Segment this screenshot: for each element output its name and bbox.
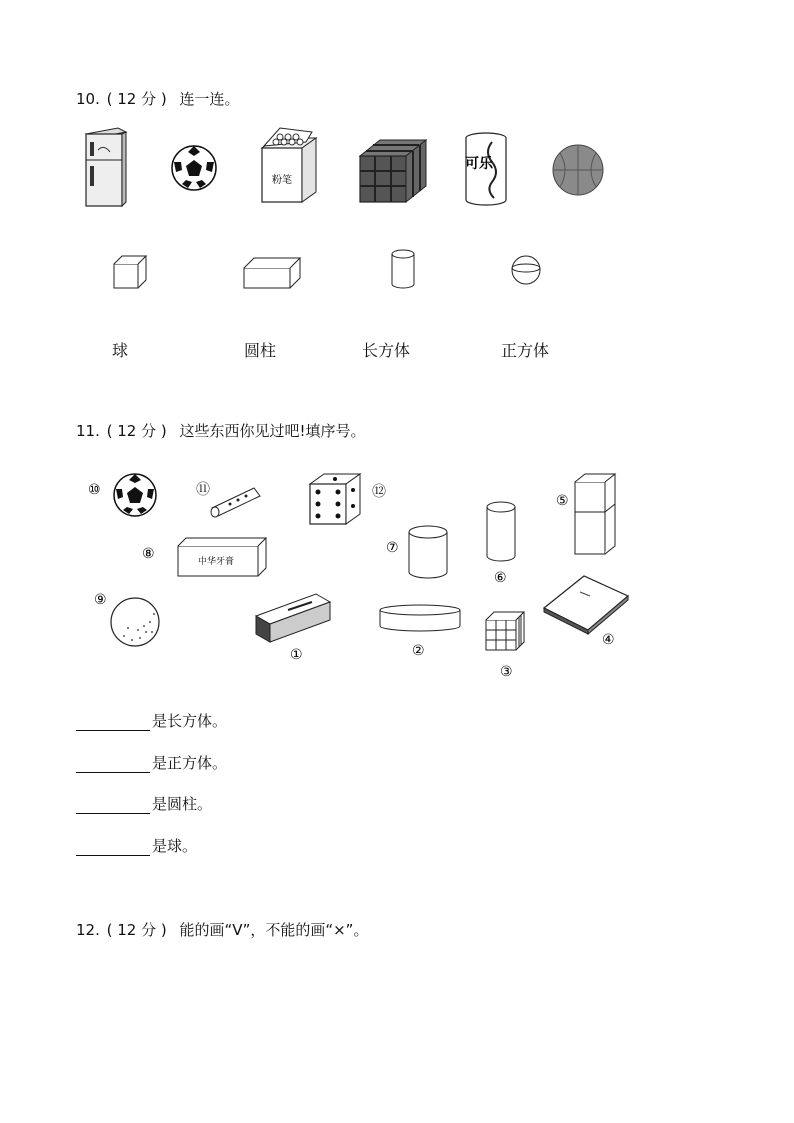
answer-blank-cube[interactable]: [76, 758, 150, 773]
item-number-1: ①: [290, 647, 303, 663]
item-number-6: ⑥: [494, 570, 507, 586]
q11-objects-figure: [80, 462, 650, 684]
answer-text: 是正方体。: [152, 754, 228, 772]
answer-text: 是圆柱。: [152, 795, 213, 813]
question-number: 10.: [76, 90, 100, 108]
answer-line-cube: [76, 752, 227, 773]
soccer-ball-image: [114, 474, 156, 516]
question-12-title: [76, 919, 368, 940]
answer-line-cylinder: [76, 793, 212, 814]
cube-shape-image: [114, 256, 146, 288]
shape-label-cuboid: 长方体: [362, 341, 411, 360]
soccer-ball-image: [172, 146, 216, 190]
shape-label-cylinder: 圆柱: [244, 341, 277, 360]
answer-blank-sphere[interactable]: [76, 841, 150, 856]
question-11-title: [76, 420, 366, 441]
shape-label-cube: 正方体: [501, 341, 550, 360]
question-text: 连一连。: [179, 90, 240, 108]
item-number-9: ⑨: [94, 592, 107, 608]
item-number-4: ④: [602, 632, 615, 648]
item-number-2: ②: [412, 643, 425, 659]
question-score: ( 12 分 ): [106, 422, 167, 440]
small-rubiks-cube-image: [486, 612, 524, 650]
item-number-7: ⑦: [386, 540, 399, 556]
rubiks-cube-image: [360, 140, 426, 202]
question-10-title: [76, 88, 240, 109]
q10-objects-row: [80, 120, 640, 215]
item-number-11: ⑪: [196, 482, 210, 498]
book-image: [544, 576, 628, 634]
answer-line-sphere: [76, 835, 197, 856]
answer-blank-cylinder[interactable]: [76, 799, 150, 814]
q10-shapes-row: [108, 244, 548, 294]
cylinder-shape-image: [392, 250, 414, 288]
question-score: ( 12 分 ): [106, 90, 167, 108]
item-number-8: ⑧: [142, 546, 155, 562]
sphere-shape-image: [512, 256, 540, 284]
item-number-3: ③: [500, 664, 513, 680]
flat-cylinder-image: [380, 605, 460, 631]
chalk-box-image: [262, 128, 316, 202]
question-text: 这些东西你见过吧!填序号。: [179, 422, 366, 440]
question-number: 12.: [76, 921, 100, 939]
cola-can-label: 可乐: [465, 156, 493, 172]
dice-image: [310, 474, 360, 524]
question-score: ( 12 分 ): [106, 921, 167, 939]
answer-text: 是长方体。: [152, 712, 228, 730]
refrigerator-image: [86, 128, 126, 206]
eraser-image: [256, 594, 330, 642]
stacked-cubes-image: [575, 474, 615, 554]
answer-line-cuboid: [76, 710, 227, 731]
dotted-sphere-image: [111, 598, 159, 646]
answer-blank-cuboid[interactable]: [76, 716, 150, 731]
toothpaste-box-image: [178, 538, 266, 576]
tall-cylinder-image: [487, 502, 515, 561]
answer-text: 是球。: [152, 837, 198, 855]
shape-label-sphere: 球: [112, 341, 129, 360]
cuboid-shape-image: [244, 258, 300, 288]
item-number-10: ⑩: [88, 482, 101, 498]
item-number-12: ⑫: [372, 484, 386, 500]
short-cylinder-image: [409, 526, 447, 578]
question-text: 能的画“V”，不能的画“×”。: [179, 921, 369, 939]
toothpaste-label: 中华牙膏: [197, 557, 235, 567]
cola-can-image: [465, 133, 506, 205]
chalk-box-label: 粉笔: [272, 175, 292, 186]
basketball-image: [553, 145, 603, 195]
flute-image: [211, 488, 260, 517]
question-number: 11.: [76, 422, 100, 440]
item-number-5: ⑤: [556, 493, 569, 509]
